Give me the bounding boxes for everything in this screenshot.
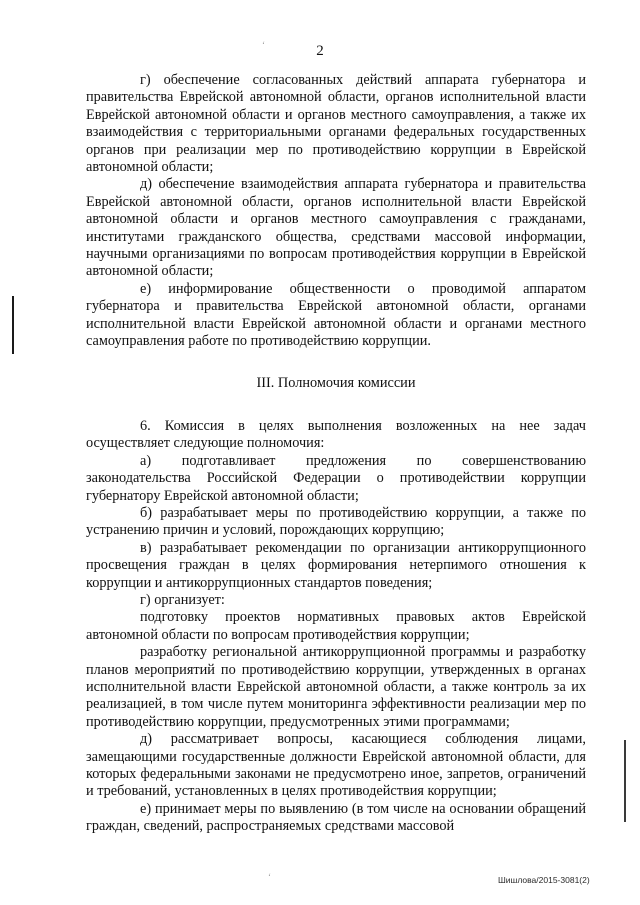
scan-mark-top: ʻ — [262, 40, 265, 50]
section-heading: III. Полномочия комиссии — [256, 374, 416, 391]
margin-bar-left — [12, 296, 14, 354]
paragraph-v-recommendations: в) разрабатывает рекомендации по организации антикоррупционного просвещения граждан в целях формирования нетерпимого отношения к коррупции и антикоррупционных стандартов поведения; — [86, 539, 586, 591]
paragraph-g-organizes: г) организует: — [140, 591, 225, 608]
paragraph-program-development: разработку региональной антикоррупционной программы и разработку планов мероприятий по противодействию коррупции, утвержденных в органах исполнительной власти Еврейской автономной области, а также контроль за их реализацией, в том числе путем мониторинга эффективности реализации мер по противодействию коррупции, предусмотренных этими программами; — [86, 644, 586, 730]
paragraph-b-measures: б) разрабатывает меры по противодействию коррупции, а также по устранению причин и условий, порождающих коррупцию; — [86, 504, 586, 539]
document-body — [86, 72, 586, 836]
paragraph-g-coordination: г) обеспечение согласованных действий аппарата губернатора и правительства Еврейской автономной области, органов исполнительной власти Еврейской автономной области и органов местного самоуправления, а также их взаимодействия с территориальными органами федеральных государственных органов при реализации мер по противодействию коррупции в Еврейской автономной области; — [86, 72, 586, 176]
page-number: 2 — [316, 43, 324, 59]
paragraph-d-considers: д) рассматривает вопросы, касающиеся соблюдения лицами, замещающими государственные должности Еврейской автономной области, для которых федеральными законами не предусмотрено иное, запретов, ограничений и требований, установленных в целях противодействия коррупции; — [86, 731, 586, 800]
paragraph-d-interaction: д) обеспечение взаимодействия аппарата губернатора и правительства Еврейской автономной области, органов исполнительной власти Еврейской автономной области и органов местного самоуправления с гражданами, институтами гражданского общества, средствами массовой информации, научными организациями по вопросам противодействия коррупции в Еврейской автономной области; — [86, 176, 586, 280]
paragraph-6-powers: 6. Комиссия в целях выполнения возложенных на нее задач осуществляет следующие полномочия: — [86, 417, 586, 452]
paragraph-drafting-acts: подготовку проектов нормативных правовых актов Еврейской автономной области по вопросам противодействия коррупции; — [86, 609, 586, 643]
paragraph-a-proposals: а) подготавливает предложения по совершенствованию законодательства Российской Федерации о противодействии коррупции губернатору Еврейской автономной области; — [86, 452, 586, 504]
scan-mark-bottom: ʻ — [268, 872, 271, 882]
paragraph-e-informing: е) информирование общественности о проводимой аппаратом губернатора и правительства Еврейской автономной области, органами исполнительной власти Еврейской автономной области и органами местного самоуправления работе по противодействию коррупции. — [86, 280, 586, 350]
margin-bar-right — [624, 740, 626, 822]
footer-document-code: Шишлова/2015-3081(2) — [498, 875, 590, 885]
paragraph-e-identification: е) принимает меры по выявлению (в том числе на основании обращений граждан, сведений, распространяемых средствами массовой — [86, 800, 586, 835]
